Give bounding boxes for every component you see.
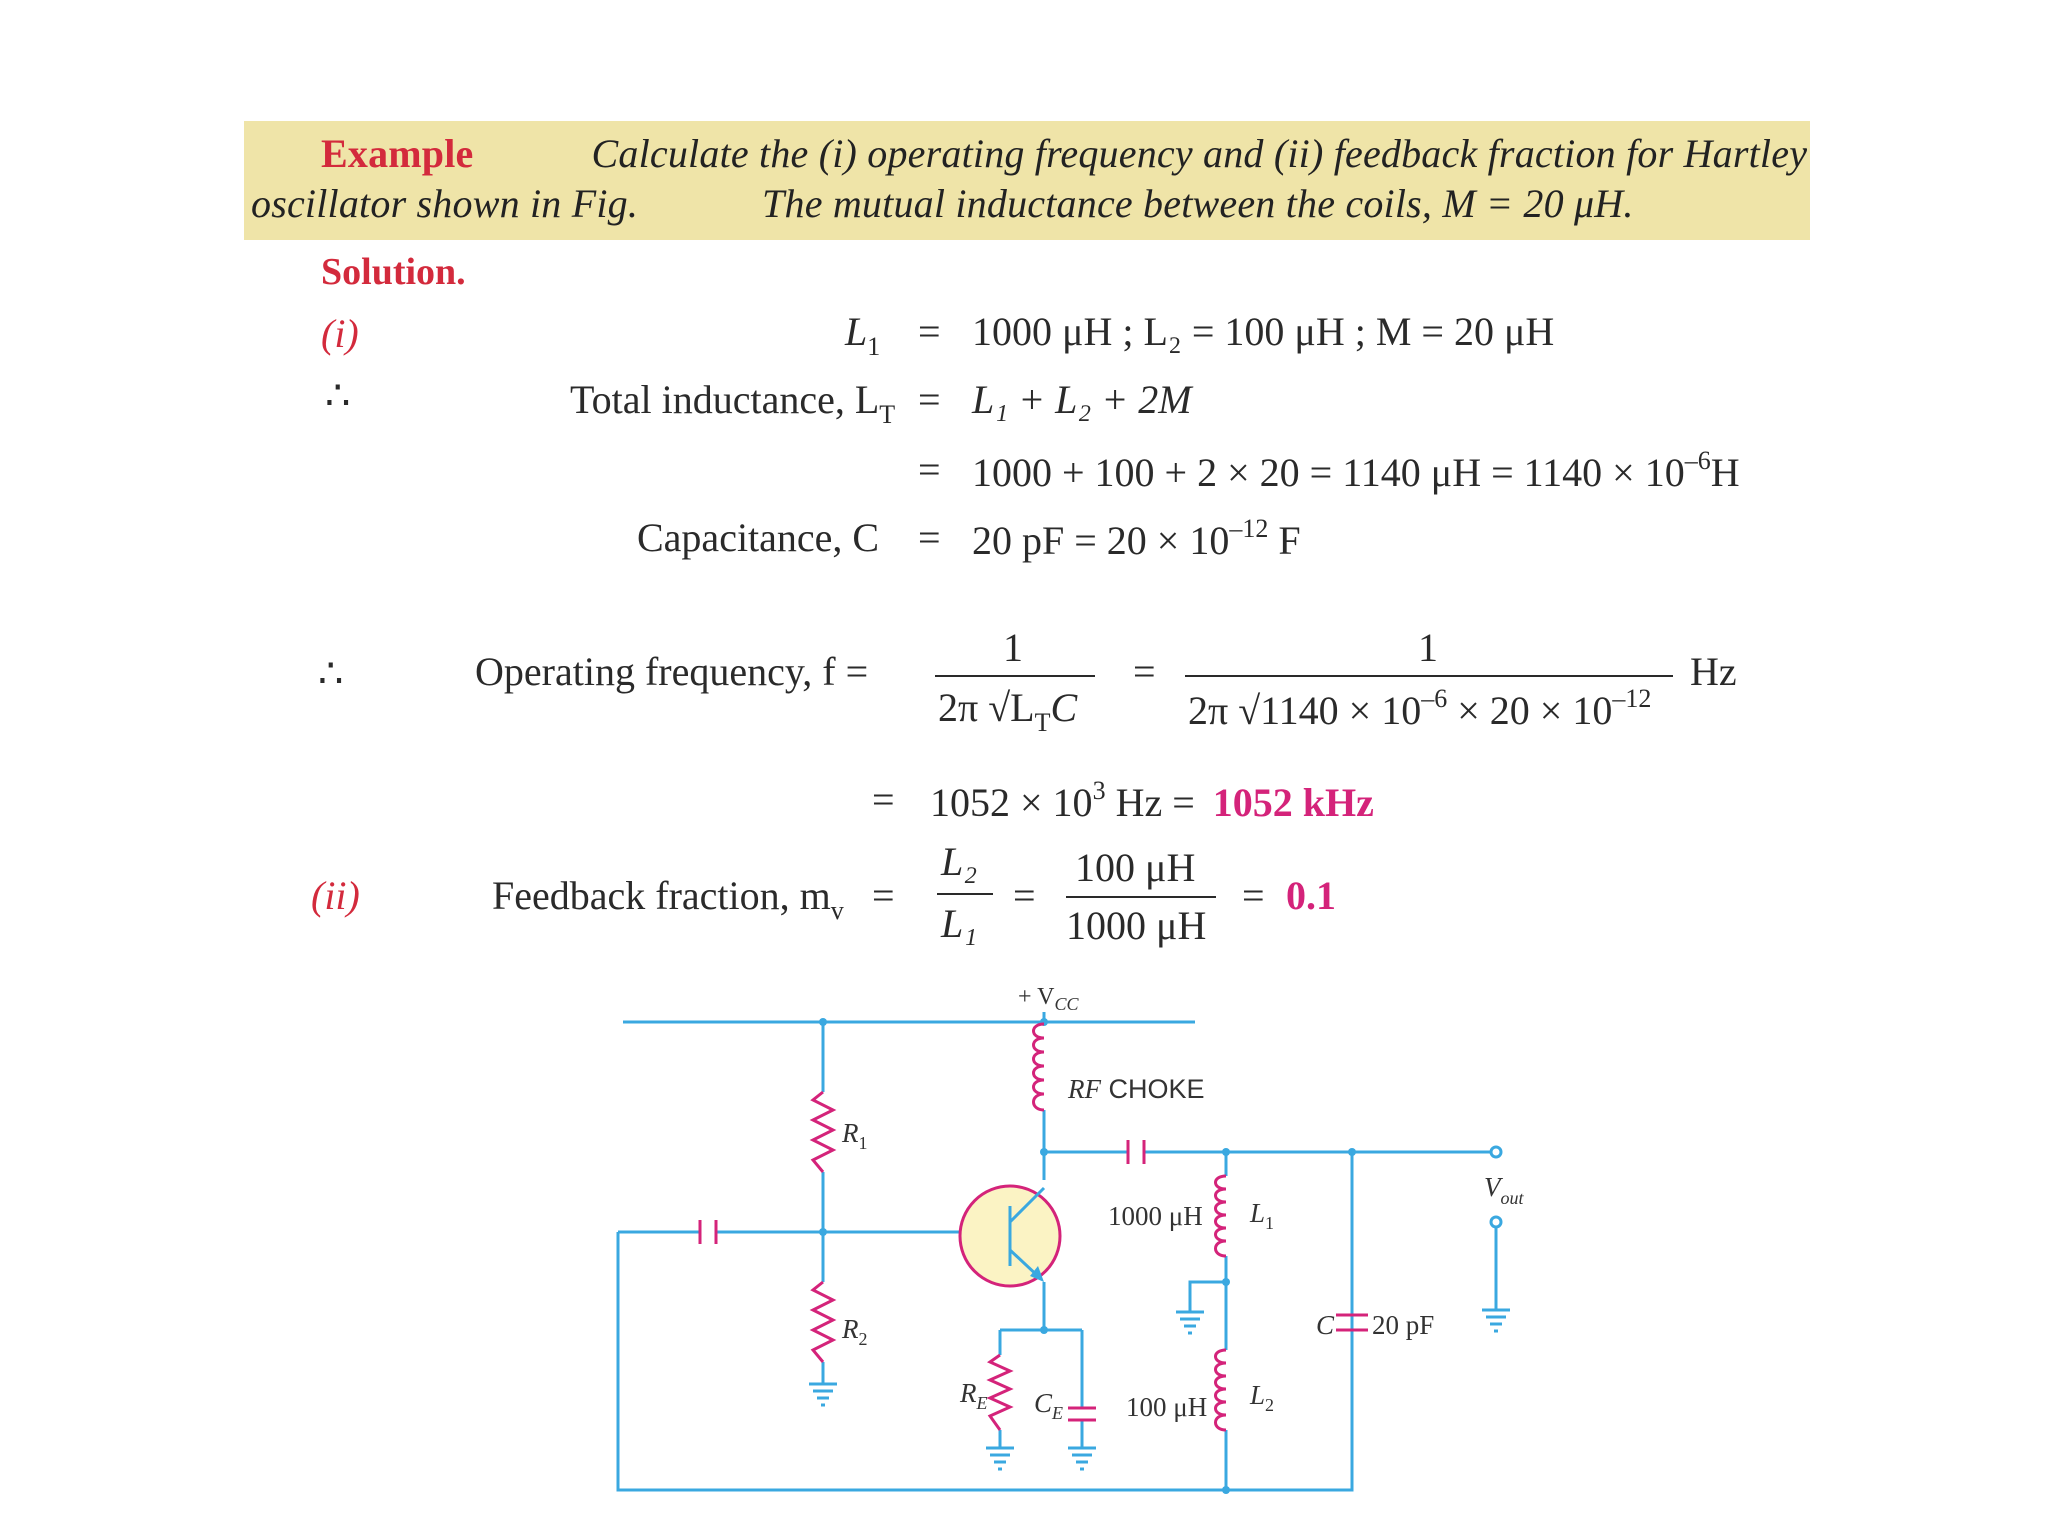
l4-rhs: 20 pF = $20 \times 10^{-12}$ F (972, 514, 1301, 563)
resistor-re (990, 1355, 1010, 1430)
l1-eq: = (918, 309, 941, 354)
vcc-label: + $V_{CC}$ (1018, 984, 1079, 1014)
vout-label: $V_{out}$ (1484, 1172, 1524, 1208)
part-ii-label: (ii) (311, 873, 360, 918)
example-text-2a: oscillator shown in Fig. (251, 181, 639, 226)
fb-answer: 0.1 (1286, 873, 1336, 918)
resistor-r2 (813, 1282, 833, 1362)
c-value-label: 20 pF (1372, 1310, 1435, 1340)
therefore-1: ∴ (325, 373, 351, 418)
l1-rhs: 1000 μH ; L₂ = 100 μH ; M = 20 μH (972, 309, 1555, 354)
vout-terminal-bottom (1491, 1217, 1501, 1227)
fb-num1: L₂ (941, 839, 978, 884)
fb-eq3: = (1242, 873, 1265, 918)
l1-label: $L_1$ (1250, 1198, 1275, 1233)
capacitor-ce (1068, 1408, 1096, 1420)
coupling-capacitor-base (700, 1220, 716, 1244)
c-label: C (1316, 1310, 1335, 1340)
resistor-r1 (813, 1092, 833, 1172)
ground-r2 (809, 1384, 837, 1405)
l2-value-label: 100 μH (1126, 1392, 1208, 1422)
ground-re (986, 1448, 1014, 1469)
freq-result: $1052 \times 10^3$ Hz = 1052 kHz (930, 776, 1374, 825)
rf-choke-label: RF CHOKE (1068, 1074, 1205, 1104)
fb-eq: = (872, 873, 895, 918)
inductor-l1 (1216, 1176, 1227, 1256)
coupling-capacitor-collector (1128, 1140, 1144, 1164)
r1-label: $R_1$ (842, 1118, 868, 1153)
l4-lhs: Capacitance, C (637, 515, 880, 560)
inductor-l2 (1216, 1350, 1227, 1430)
rf-choke-coil (1034, 1024, 1045, 1110)
r2-label: $R_2$ (842, 1314, 868, 1349)
l3-rhs: 1000 + 100 + 2 × 20 = 1140 $\mu H = 1140 \times 10^{-6}H$ (972, 446, 1740, 495)
example-text-1: Calculate the (i) operating frequency and (ii) feedback fraction for Hartley (591, 131, 1808, 176)
freq-den1: 2π $√L_TC$ (938, 685, 1078, 737)
freq-num1: 1 (1003, 625, 1023, 670)
ground-tank (1176, 1312, 1204, 1333)
freq-unit: Hz (1690, 649, 1737, 694)
part-i-label: (i) (321, 311, 359, 356)
l2-eq: = (918, 377, 941, 422)
fb-den1: L₁ (941, 901, 978, 946)
freq-den2: 2π $√1140 \times 10^{-6} \times 20 \times 10^{-12}$ (1188, 684, 1652, 733)
l2-label: $L_2$ (1250, 1380, 1275, 1415)
therefore-2: ∴ (318, 651, 344, 696)
re-label: $R_E$ (960, 1378, 988, 1413)
l1-value-label: 1000 μH (1108, 1201, 1203, 1231)
freq-eq: = (1133, 649, 1156, 694)
freq-answer: 1052 kHz (1212, 780, 1374, 825)
freq-num2: 1 (1418, 625, 1438, 670)
solution-heading: Solution. (321, 251, 466, 293)
l2-rhs: L₁ + L₂ + 2M (972, 377, 1192, 422)
example-text-2b: The mutual inductance between the coils, M = 20 μH. (762, 181, 1634, 226)
ground-ce (1068, 1448, 1096, 1469)
ce-label: $C_E$ (1034, 1388, 1064, 1423)
l4-eq: = (918, 515, 941, 560)
l3-eq: = (918, 447, 941, 492)
fb-num2: 100 μH (1075, 845, 1196, 890)
transistor (960, 1186, 1060, 1286)
example-label: Example (321, 131, 474, 176)
l2-lhs: Total inductance, $L_T$ (570, 377, 896, 429)
l1-lhs: $L_1$ (845, 309, 881, 361)
vout-terminal-top (1491, 1147, 1501, 1157)
ground-vout (1482, 1310, 1510, 1331)
fb-den2: 1000 μH (1066, 903, 1207, 948)
fb-lhs: Feedback fraction, $m_v$ (492, 873, 844, 925)
freq-result-eq: = (872, 777, 895, 822)
freq-lhs: Operating frequency, f = (475, 649, 869, 694)
fb-eq2: = (1013, 873, 1036, 918)
